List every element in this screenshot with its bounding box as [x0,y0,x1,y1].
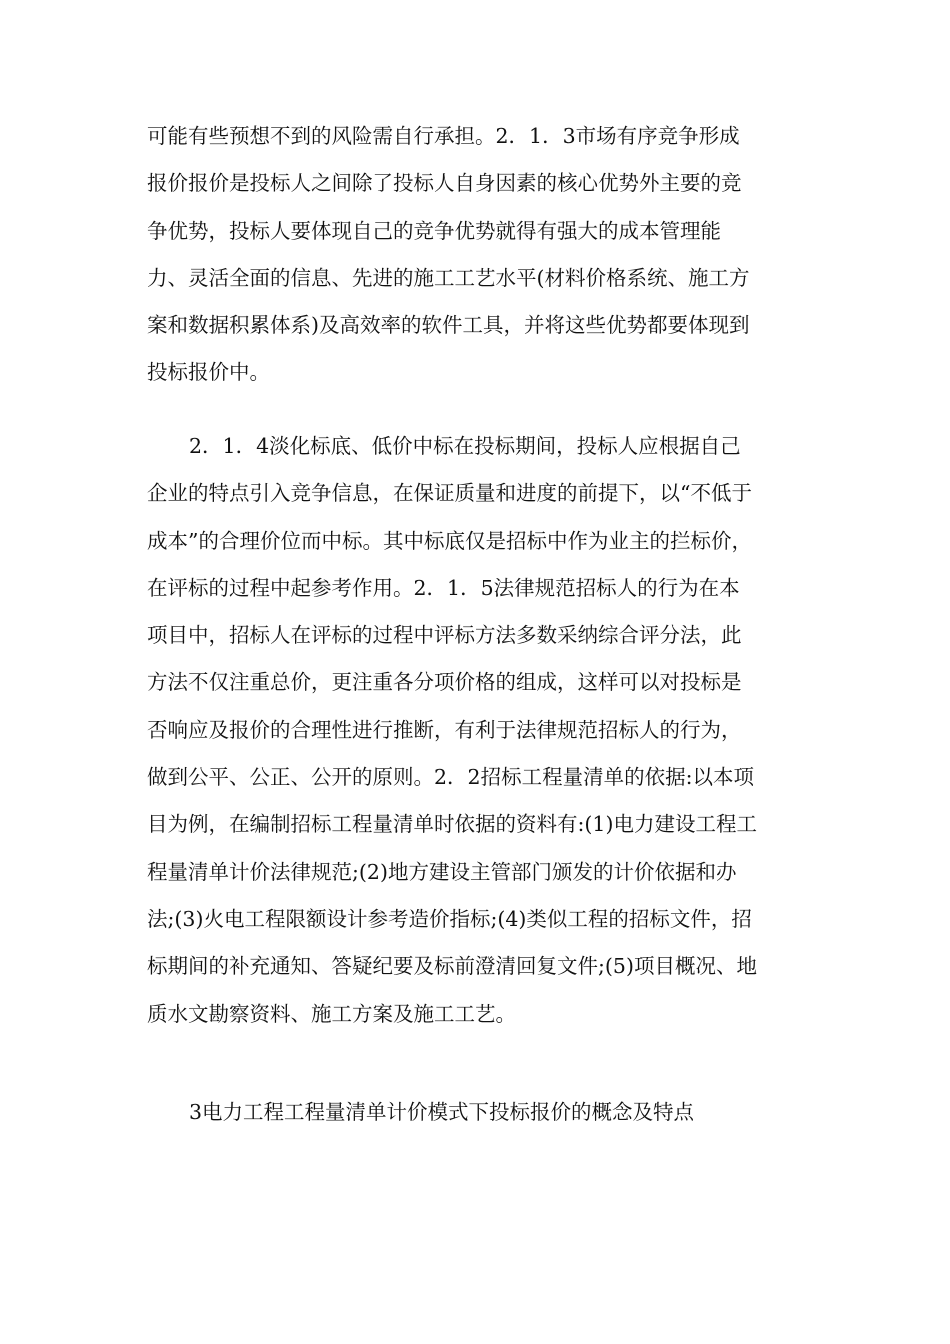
paragraph-1 [147,113,812,397]
text-line: 投标报价中。 [147,360,270,385]
section-heading [147,1089,812,1136]
text-line: 争优势，投标人要体现自己的竞争优势就得有强大的成本管理能 [147,218,721,243]
text-line: 做到公平、公正、公开的原则。2．2招标工程量清单的依据:以本项 [147,765,754,790]
text-line: 质水文勘察资料、施工方案及施工工艺。 [147,1001,516,1026]
text-line: 标期间的补充通知、答疑纪要及标前澄清回复文件;(5)项目概况、地 [147,954,757,979]
heading-line: 3电力工程工程量清单计价模式下投标报价的概念及特点 [189,1100,695,1124]
text-line: 方法不仅注重总价，更注重各分项价格的组成，这样可以对投标是 [147,670,742,695]
text-line: 法;(3)火电工程限额设计参考造价指标;(4)类似工程的招标文件，招 [147,906,752,931]
text-line: 程量清单计价法律规范;(2)地方建设主管部门颁发的计价依据和办 [147,859,737,884]
text-line: 报价报价是投标人之间除了投标人自身因素的核心优势外主要的竞 [147,171,742,196]
paragraph-2 [147,423,812,1038]
text-line: 力、灵活全面的信息、先进的施工工艺水平(材料价格系统、施工方 [147,265,750,290]
text-line: 可能有些预想不到的风险需自行承担。2．1．3市场有序竞争形成 [147,124,740,148]
text-line: 目为例，在编制招标工程量清单时依据的资料有:(1)电力建设工程工 [147,812,757,837]
text-line: 2．1．4淡化标底、低价中标在投标期间，投标人应根据自己 [189,434,741,458]
text-line: 成本”的合理价位而中标。其中标底仅是招标中作为业主的拦标价， [147,528,752,553]
text-line: 企业的特点引入竞争信息，在保证质量和进度的前提下，以“不低于 [147,481,752,506]
text-line: 案和数据积累体系)及高效率的软件工具，并将这些优势都要体现到 [147,313,750,338]
text-line: 否响应及报价的合理性进行推断，有利于法律规范招标人的行为， [147,717,742,742]
text-line: 项目中，招标人在评标的过程中评标方法多数采纳综合评分法，此 [147,623,742,648]
text-line: 在评标的过程中起参考作用。2．1．5法律规范招标人的行为在本 [147,575,740,600]
